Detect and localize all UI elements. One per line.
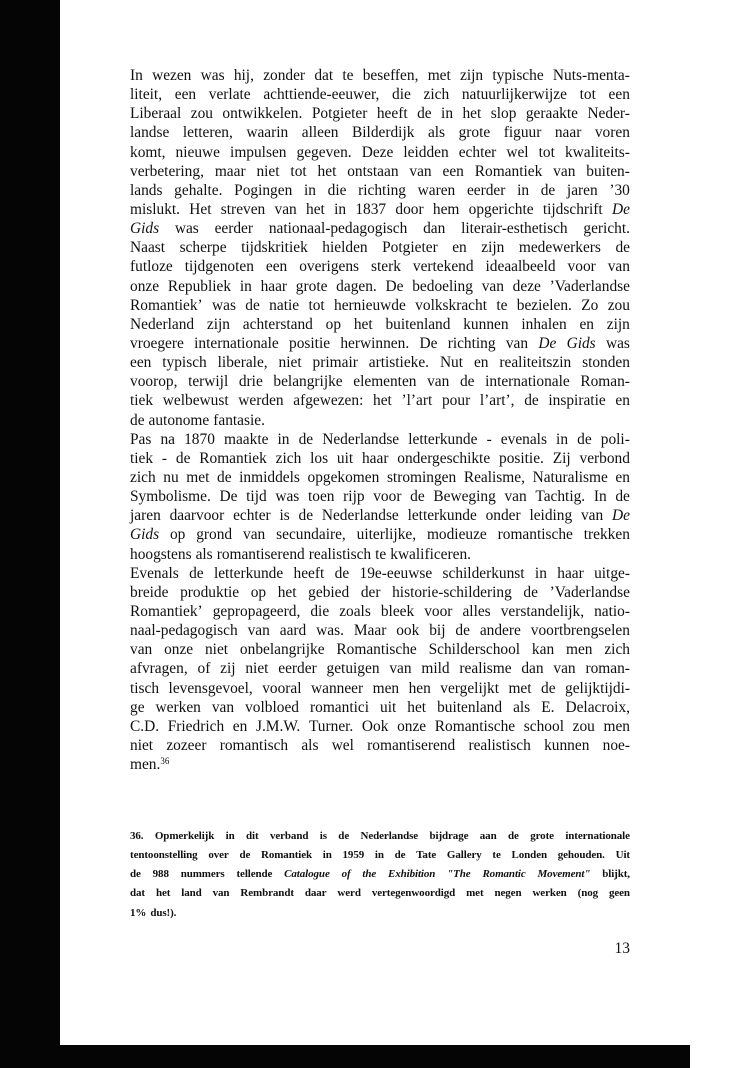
body-line: Naast scherpe tijdskritiek hielden Potgieter en zijn medewerkers de <box>130 239 630 257</box>
body-line: niet zozeer romantisch als wel romantiserend realistisch kunnen noe- <box>130 736 630 754</box>
footnote <box>130 829 630 925</box>
page-number: 13 <box>614 940 630 957</box>
footnote-line: 36. Opmerkelijk in dit verband is de Nederlandse bijdrage aan de grote internationale <box>130 830 630 842</box>
body-line: Symbolisme. De tijd was toen rijp voor de Beweging van Tachtig. In de <box>130 488 630 506</box>
body-line: van onze niet onbelangrijke Romantische Schilderschool kan men zich <box>130 641 630 659</box>
body-line: tisch levensgevoel, vooral wanneer men hen vergelijkt met de gelijktijdi- <box>130 679 630 697</box>
body-line: komt, nieuwe impulsen gegeven. Deze leidden echter wel tot kwaliteits- <box>130 143 630 161</box>
footnote-reference: 36 <box>160 756 170 767</box>
body-line: Gids was eerder nationaal-pedagogisch dan literair-esthetisch gericht. <box>130 220 630 238</box>
footnote-line: tentoonstelling over de Romantiek in 1959 in de Tate Gallery te Londen gehouden. Uit <box>130 849 630 862</box>
body-line: tiek welbewust werden afgewezen: het ’l’art pour l’art’, de inspiratie en <box>130 392 630 410</box>
body-line: tiek - de Romantiek zich los uit haar ondergeschikte positie. Zij verbond <box>130 449 630 467</box>
body-line: Gids op grond van secundaire, uiterlijke, modieuze romantische trekken <box>130 526 630 544</box>
footnote-line: dat het land van Rembrandt daar werd vertegenwoordigd met negen werken (nog geen <box>130 887 630 900</box>
body-line: Evenals de letterkunde heeft de 19e-eeuwse schilderkunst in haar uitge- <box>130 564 630 582</box>
body-line: futloze tijdgenoten een overigens sterk vertekend ideaalbeeld voor van <box>130 258 630 276</box>
body-line: lands gehalte. Pogingen in die richting waren eerder in de jaren ’30 <box>130 181 630 199</box>
body-line: Romantiek’ gepropageerd, die zoals bleek voor alles verstandelijk, natio- <box>130 602 630 620</box>
body-line: voorop, terwijl drie belangrijke elementen van de internationale Roman- <box>130 373 630 391</box>
body-line: naal-pedagogisch van aard was. Maar ook bij de andere voortbrengselen <box>130 622 630 640</box>
body-line: verbetering, maar niet tot het ontstaan van een Romantiek van buiten- <box>130 162 630 180</box>
book-page <box>60 0 700 1045</box>
body-line: onze Republiek in haar grote dagen. De bedoeling van deze ’Vaderlandse <box>130 277 630 295</box>
body-line: In wezen was hij, zonder dat te beseffen, met zijn typische Nuts-menta- <box>130 67 630 84</box>
body-line: ge werken van volbloed romantici uit het buitenland als E. Delacroix, <box>130 698 630 716</box>
body-line: liteit, een verlate achttiende-eeuwer, die zich natuurlijkerwijze tot een <box>130 86 630 104</box>
body-line: landse letteren, waarin alleen Bilderdijk als grote figuur naar voren <box>130 124 630 142</box>
footnote-line: de 988 nummers tellende Catalogue of the Exhibition "The Romantic Movement" blijkt, <box>130 868 630 881</box>
scan-border-bottom <box>0 1045 690 1068</box>
body-text <box>130 66 630 774</box>
body-line: Pas na 1870 maakte in de Nederlandse letterkunde - evenals in de poli- <box>130 430 630 448</box>
body-line: een typisch liberale, niet primair artistieke. Nut en realiteitszin stonden <box>130 354 630 372</box>
body-line: hoogstens als romantiserend realistisch te kwalificeren. <box>130 545 472 563</box>
body-line: C.D. Friedrich en J.M.W. Turner. Ook onze Romantische school zou men <box>130 717 630 735</box>
body-line: Liberaal zou ontwikkelen. Potgieter heeft de in het slop geraakte Neder- <box>130 105 630 123</box>
body-line: Nederland zijn achterstand op het buitenland kunnen inhalen en zijn <box>130 315 630 333</box>
body-line: zich nu met de inmiddels opgekomen stromingen Realisme, Naturalisme en <box>130 468 630 486</box>
body-line: vroegere internationale positie herwinnen. De richting van De Gids was <box>130 334 630 352</box>
body-line: jaren daarvoor echter is de Nederlandse letterkunde onder leiding van De <box>130 507 630 525</box>
body-line: men.$^{36}$ <box>130 756 170 774</box>
footnote-line: 1% dus!). <box>130 906 177 919</box>
body-line: afvragen, of zij niet eerder getuigen van mild realisme dan van roman- <box>130 660 630 678</box>
body-line: mislukt. Het streven van het in 1837 door hem opgerichte tijdschrift De <box>130 200 630 218</box>
body-line: Romantiek’ was de natie tot hernieuwde volkskracht te bezielen. Zo zou <box>130 296 630 314</box>
body-line: breide produktie op het gebied der historie-schildering de ’Vaderlandse <box>130 583 630 601</box>
body-line: de autonome fantasie. <box>130 411 265 429</box>
scan-border-left <box>0 0 60 1068</box>
